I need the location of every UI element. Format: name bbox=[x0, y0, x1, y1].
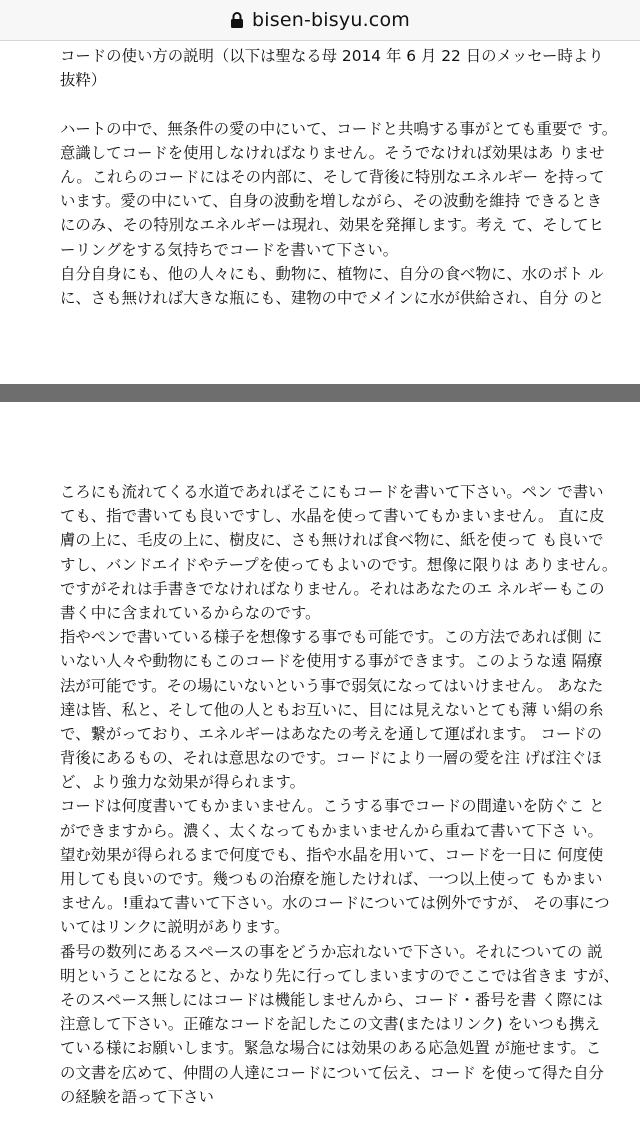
body-line: すし、バンドエイドやテープを使ってもよいのです。想像に限りは ありません。 bbox=[60, 555, 618, 574]
body-line: 用しても良いのです。幾つもの治療を施したければ、一つ以上使って もかまい bbox=[60, 870, 603, 888]
body-line: います。愛の中にいて、自身の波動を増しながら、その波動を維持 できるとき bbox=[60, 192, 603, 211]
address-bar[interactable] bbox=[0, 0, 640, 41]
body-line: 意識してコードを使用しなければなりません。そうでなければ効果はあ りませ bbox=[60, 143, 605, 162]
paragraph-spacer bbox=[60, 92, 610, 116]
body-line: 膚の上に、毛皮の上に、樹皮に、さも無ければ食べ物に、紙を使って も良いで bbox=[60, 531, 604, 550]
body-line: ど、より強力な効果が得られます。 bbox=[60, 773, 306, 792]
body-line: 背後にあるもの、それは意思なのです。コードにより一層の愛を注 げば注ぐほ bbox=[60, 749, 602, 768]
body-line: ですがそれは手書きでなければなりません。それはあなたのエ ネルギーもこの bbox=[60, 579, 605, 598]
body-line: ません。!重ねて書いて下さい。水のコードについては例外ですが、 その事につ bbox=[60, 894, 610, 913]
body-line: 法が可能です。その場にいないという事で弱気になってはいけません。 あなた bbox=[60, 676, 604, 695]
body-line: ている様にお願いします。緊急な場合には効果のある応急処置 が施せます。こ bbox=[60, 1039, 602, 1058]
body-line: コードは何度書いてもかまいません。こうする事でコードの間違いを防ぐこ と bbox=[60, 797, 605, 816]
body-line: ん。これらのコードにはその内部に、そして背後に特別なエネルギー を持って bbox=[60, 167, 605, 186]
lock-icon bbox=[230, 11, 244, 29]
body-line: そのスペース無しにはコードは機能しませんから、コード・番号を書 く際には bbox=[60, 990, 603, 1009]
body-line: 自分自身にも、他の人々にも、動物に、植物に、自分の食べ物に、水のボト ル bbox=[60, 264, 604, 283]
body-line: に、さも無ければ大きな瓶にも、建物の中でメインに水が供給され、自分 のと bbox=[60, 288, 605, 307]
document-page-1 bbox=[60, 44, 618, 310]
body-line: の文書を広めて、仲間の人達にコードについて伝え、コード を使って得た自分 bbox=[60, 1063, 604, 1082]
document-page-2 bbox=[60, 480, 619, 1109]
url-text: bisen-bisyu.com bbox=[252, 9, 410, 31]
body-line: 指やペンで書いている様子を想像する事でも可能です。この方法であれば側 に bbox=[60, 628, 603, 647]
body-line: ーリングをする気持ちでコードを書いて下さい。 bbox=[60, 240, 399, 259]
body-line: 注意して下さい。正確なコードを記したこの文書(またはリンク) をいつも携え bbox=[60, 1015, 600, 1034]
body-line: 書く中に含まれているからなのです。 bbox=[60, 603, 321, 622]
body-line: ハートの中で、無条件の愛の中にいて、コードと共鳴する事がとても重要で す。 bbox=[60, 119, 618, 138]
body-line: 番号の数列にあるスペースの事をどうか忘れないで下さい。それについての 説 bbox=[60, 942, 603, 961]
body-line: いない人々や動物にもこのコードを使用する事ができます。このような遠 隔療 bbox=[60, 652, 603, 671]
body-line: 明ということになると、かなり先に行ってしまいますのでここでは省きま すが、 bbox=[60, 966, 619, 985]
page-divider bbox=[0, 384, 640, 402]
body-line: いてはリンクに説明があります。 bbox=[60, 918, 290, 937]
body-line: 望む効果が得られるまで何度でも、指や水晶を用いて、コードを一日に 何度使 bbox=[60, 845, 604, 864]
body-line: 達は皆、私と、そして他の人ともお互いに、目には見えないとても薄 い絹の糸 bbox=[60, 700, 604, 719]
body-line: ても、指で書いても良いですし、水晶を使って書いてもかまいません。 直に皮 bbox=[60, 507, 605, 526]
body-line: の経験を語って下さい bbox=[60, 1087, 214, 1106]
body-line: にのみ、その特別なエネルギーは現れ、効果を発揮します。考え て、そしてヒ bbox=[60, 216, 604, 235]
body-line: ころにも流れてくる水道であればそこにもコードを書いて下さい。ペン で書い bbox=[60, 483, 604, 501]
heading-line: コードの使い方の説明（以下は聖なる母 2014 年 6 月 22 日のメッセー時より bbox=[60, 47, 604, 65]
heading-line: 抜粋） bbox=[60, 71, 107, 90]
body-line: で、繋がっており、エネルギーはあなたの考えを通して運ばれます。 コードの bbox=[60, 724, 603, 743]
body-line: ができますから。濃く、太くなってもかまいませんから重ねて書いて下さ い。 bbox=[60, 821, 603, 840]
